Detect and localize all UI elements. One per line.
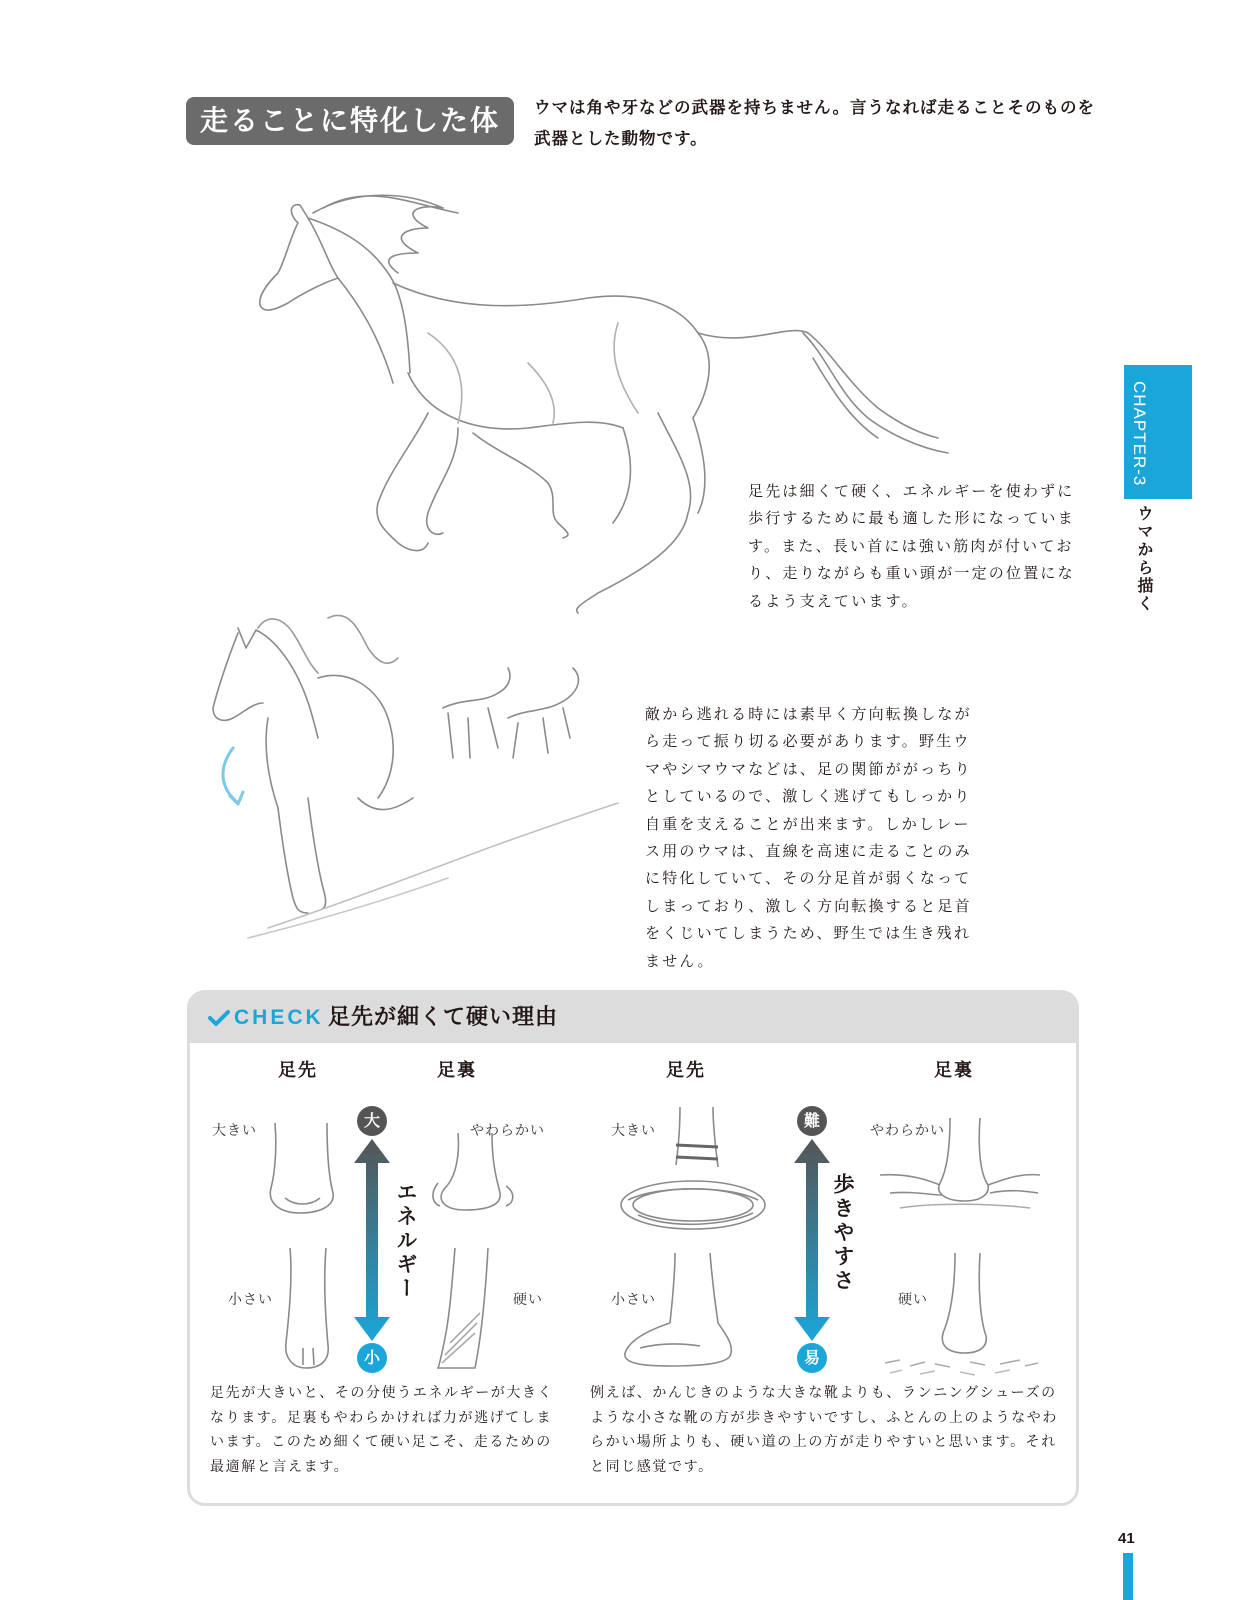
small-hoof-sketch — [278, 1243, 338, 1373]
section-title: 走ることに特化した体 — [186, 97, 514, 145]
left-label-large: 大きい — [212, 1123, 257, 1139]
right-col-sole: 足裏 — [934, 1060, 974, 1081]
left-col-foot: 足先 — [278, 1060, 318, 1081]
left-circle-top: 大 — [357, 1106, 387, 1136]
right-axis-label: 歩きやすさ — [831, 1173, 855, 1293]
right-circle-bottom: 易 — [797, 1343, 827, 1373]
right-note: 例えば、かんじきのような大きな靴よりも、ランニングシューズのような小さな靴の方が歩きやすいですし、ふとんの上のようなやわらかい場所よりも、硬い道の上の方が走りやすいと思います。それと同じ感覚です。 — [590, 1385, 1058, 1475]
section-lead: ウマは角や牙などの武器を持ちません。言うなれば走ることそのものを武器とした動物です。 — [534, 98, 1095, 148]
kanjiki-snowshoe-sketch — [618, 1105, 768, 1235]
left-col-sole: 足裏 — [437, 1060, 477, 1081]
right-circle-top: 難 — [797, 1106, 827, 1136]
left-label-soft: やわらかい — [470, 1123, 545, 1139]
chapter-subtitle: ウマから描く — [1135, 505, 1154, 613]
page-number: 41 — [1118, 1530, 1135, 1547]
running-horses-sketch — [208, 608, 628, 948]
hard-road-sketch — [880, 1248, 1040, 1378]
left-axis-label: エネルギー — [394, 1181, 418, 1301]
left-note: 足先が大きいと、その分使うエネルギーが大きくなります。足裏もやわらかければ力が逃げてしまいます。このため細くて硬い足こそ、走るための最適解と言えます。 — [210, 1385, 554, 1475]
right-label-large: 大きい — [611, 1123, 656, 1139]
right-ease-arrow — [794, 1139, 830, 1341]
paragraph-turning: 敵から逃れる時には素早く方向転換しながら走って振り切る必要があります。野生ウマやシマウマなどは、足の関節ががっちりとしているので、激しく逃げてもしっかり自重を支えることが出来ます。しかしレース用のウマは、直線を高速に走ることのみに特化していて、その分足首が弱くなってしまっており、激しく方向転換すると足首をくじいてしまうため、野生では生き残れません。 — [645, 705, 972, 970]
check-label: CHECK — [234, 1006, 324, 1029]
futon-soft-ground-sketch — [880, 1113, 1040, 1233]
left-energy-arrow — [354, 1139, 390, 1341]
right-label-small: 小さい — [611, 1292, 656, 1308]
checkmark-icon — [208, 1009, 230, 1027]
left-label-small: 小さい — [228, 1292, 273, 1308]
hard-sole-sketch — [430, 1243, 510, 1373]
check-box — [187, 990, 1079, 1506]
running-shoe-sketch — [620, 1248, 740, 1378]
right-label-soft: やわらかい — [870, 1123, 945, 1139]
large-hoof-sketch — [265, 1118, 345, 1218]
right-col-foot: 足先 — [666, 1060, 706, 1081]
left-circle-bottom: 小 — [357, 1343, 387, 1373]
soft-sole-sketch — [430, 1128, 520, 1218]
check-title: 足先が細くて硬い理由 — [328, 1005, 559, 1030]
left-label-hard: 硬い — [513, 1292, 543, 1308]
paragraph-feet: 足先は細くて硬く、エネルギーを使わずに歩行するために最も適した形になっています。また、長い首には強い筋肉が付いており、走りながらも重い頭が一定の位置になるよう支えています。 — [748, 482, 1075, 610]
right-label-hard: 硬い — [898, 1292, 928, 1308]
chapter-tab-label: CHAPTER-3 — [1130, 381, 1149, 487]
page-accent-bar — [1123, 1553, 1133, 1600]
